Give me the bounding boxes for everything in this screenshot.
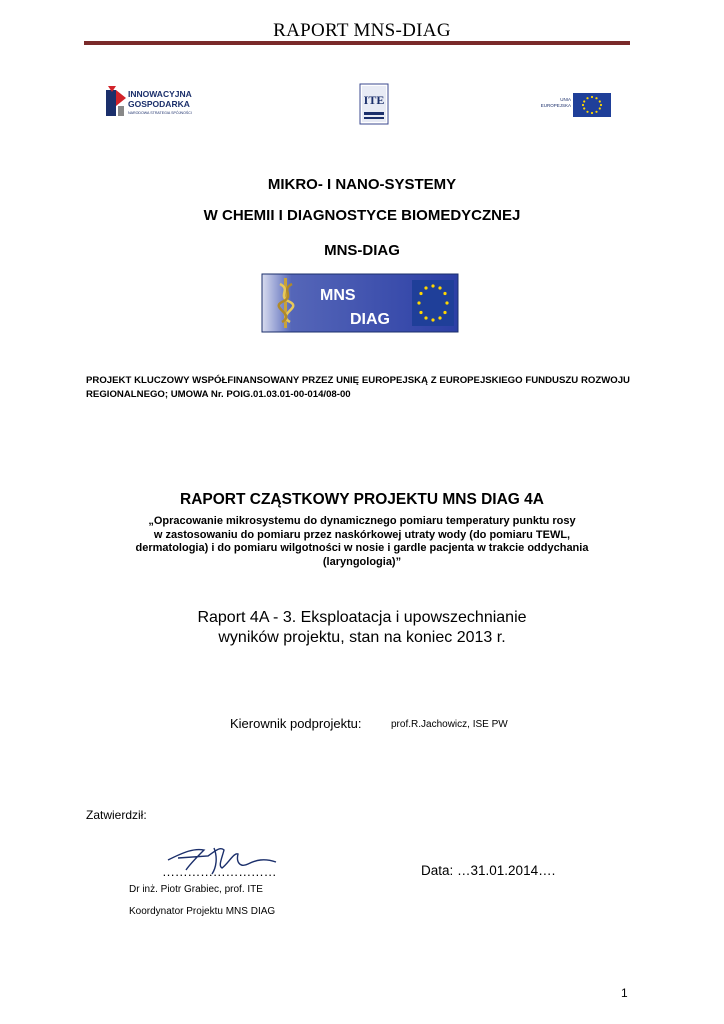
raport-subtitle bbox=[0, 608, 724, 648]
approval-date: Data: …31.01.2014…. bbox=[421, 863, 556, 878]
project-funding-text: PROJEKT KLUCZOWY WSPÓŁFINANSOWANY PRZEZ UNIĘ EUROPEJSKĄ Z EUROPEJSKIEGO FUNDUSZU ROZWOJU REGIONALNEGO; UMOWA Nr. POIG.01.03.01-00-014/08-00 bbox=[86, 375, 630, 400]
signature-dots: ……………………… bbox=[162, 864, 277, 879]
report-desc-line3: dermatologia) i do pomiaru wilgotności w nosie i gardle pacjenta w trakcie oddychania bbox=[135, 542, 589, 555]
report-title: RAPORT CZĄSTKOWY PROJEKTU MNS DIAG 4A bbox=[180, 491, 544, 508]
page-header-title: RAPORT MNS-DIAG bbox=[273, 20, 451, 41]
ite-text: ITE bbox=[363, 93, 385, 107]
main-title-line3: MNS-DIAG bbox=[324, 242, 400, 259]
report-desc-line4: (laryngologia)” bbox=[322, 555, 402, 568]
ig-line3: NARODOWA STRATEGIA SPÓJNOŚCI bbox=[128, 111, 192, 115]
header-rule bbox=[84, 41, 630, 45]
manager-label: Kierownik podprojektu: bbox=[230, 716, 362, 731]
report-desc-line2: w zastosowaniu do pomiaru przez naskórkowej utraty wody (do pomiaru TEWL, bbox=[153, 528, 571, 541]
eu-line1: UNIA bbox=[560, 97, 571, 102]
ite-logo bbox=[360, 84, 388, 124]
approval-label: Zatwierdził: bbox=[86, 808, 147, 822]
mns-logo-line2: DIAG bbox=[350, 311, 390, 328]
main-title-line2: W CHEMII I DIAGNOSTYCE BIOMEDYCZNEJ bbox=[203, 207, 521, 224]
manager-value: prof.R.Jachowicz, ISE PW bbox=[391, 719, 508, 730]
signer-role: Koordynator Projektu MNS DIAG bbox=[129, 906, 276, 917]
ig-line2: GOSPODARKA bbox=[128, 99, 190, 109]
report-description bbox=[100, 515, 624, 569]
main-title-line1: MIKRO- I NANO-SYSTEMY bbox=[267, 176, 457, 193]
eu-line2: EUROPEJSKA bbox=[540, 103, 571, 108]
raport-subtitle-line2: wyników projektu, stan na koniec 2013 r. bbox=[218, 629, 506, 646]
page-number: 1 bbox=[621, 986, 628, 1000]
signer-name: Dr inż. Piotr Grabiec, prof. ITE bbox=[129, 884, 263, 895]
ig-line1: INNOWACYJNA bbox=[128, 89, 192, 99]
innowacyjna-gospodarka-logo bbox=[106, 84, 216, 124]
raport-subtitle-line1: Raport 4A - 3. Eksploatacja i upowszechnianie bbox=[197, 609, 527, 626]
eu-flag-logo bbox=[540, 91, 613, 119]
mns-diag-logo bbox=[262, 274, 458, 332]
report-desc-line1: „Opracowanie mikrosystemu do dynamicznego pomiaru temperatury punktu rosy bbox=[148, 515, 576, 527]
mns-logo-line1: MNS bbox=[320, 287, 356, 304]
